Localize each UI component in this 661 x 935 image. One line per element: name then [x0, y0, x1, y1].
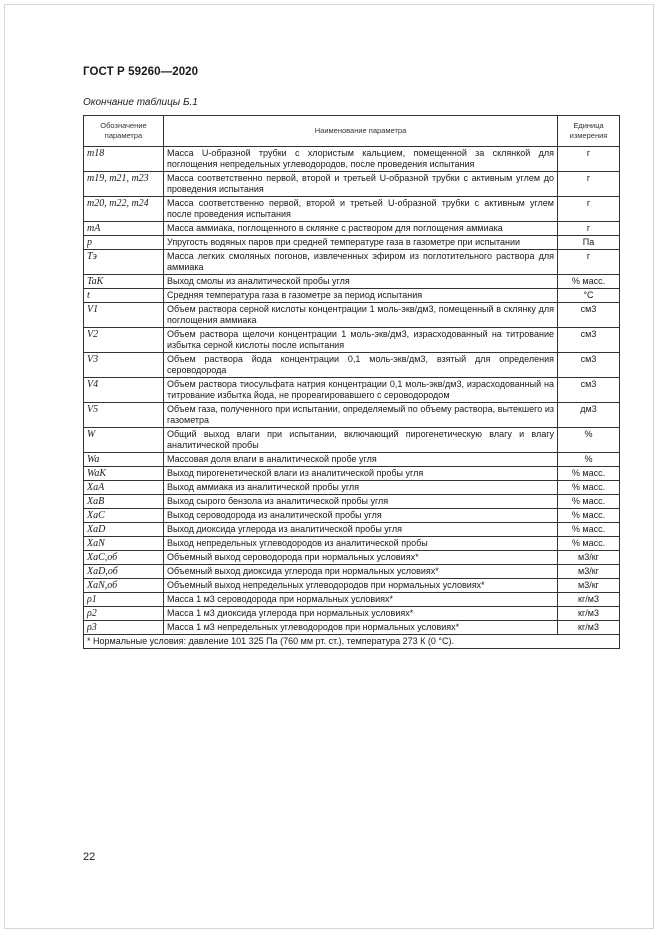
- parameter-name: Объемный выход непредельных углеводородов при нормальных условиях*: [164, 579, 558, 593]
- table-row: [84, 453, 620, 467]
- parameter-symbol: XaN: [84, 537, 164, 551]
- parameter-symbol: TaK: [84, 275, 164, 289]
- parameter-name: Выход смолы из аналитической пробы угля: [164, 275, 558, 289]
- parameter-name: Объем раствора щелочи концентрации 1 моль-экв/дм3, израсходованный на титрование избытка серной кислоты после испытания: [164, 328, 558, 353]
- parameter-unit: дм3: [558, 403, 620, 428]
- parameter-name: Объем раствора тиосульфата натрия концентрации 0,1 моль-экв/дм3, израсходованный на титрование избытка йода, не прореагировавшего с сероводородом: [164, 378, 558, 403]
- parameter-unit: % масс.: [558, 509, 620, 523]
- parameter-unit: г: [558, 147, 620, 172]
- parameter-name: Выход непредельных углеводородов из аналитической пробы: [164, 537, 558, 551]
- parameter-symbol: V5: [84, 403, 164, 428]
- parameter-unit: м3/кг: [558, 579, 620, 593]
- parameter-unit: см3: [558, 353, 620, 378]
- parameter-unit: г: [558, 197, 620, 222]
- parameter-unit: см3: [558, 328, 620, 353]
- parameter-symbol: t: [84, 289, 164, 303]
- parameter-name: Масса легких смоляных погонов, извлеченных эфиром из поглотительного раствора для аммиака: [164, 250, 558, 275]
- parameter-unit: см3: [558, 303, 620, 328]
- parameter-symbol: WaK: [84, 467, 164, 481]
- document-header: ГОСТ Р 59260—2020: [83, 66, 199, 78]
- column-header-name: Наименование параметра: [164, 116, 558, 147]
- table-row: [84, 523, 620, 537]
- parameter-unit: кг/м3: [558, 607, 620, 621]
- parameter-name: Выход сероводорода из аналитической пробы угля: [164, 509, 558, 523]
- parameter-symbol: V2: [84, 328, 164, 353]
- table-row: [84, 537, 620, 551]
- table-row: [84, 353, 620, 378]
- parameter-unit: м3/кг: [558, 565, 620, 579]
- parameter-unit: г: [558, 222, 620, 236]
- parameter-symbol: XaC,об: [84, 551, 164, 565]
- parameter-name: Упругость водяных паров при средней температуре газа в газометре при испытании: [164, 236, 558, 250]
- table-row: [84, 621, 620, 635]
- table-row: [84, 495, 620, 509]
- parameter-unit: % масс.: [558, 537, 620, 551]
- parameter-name: Общий выход влаги при испытании, включающий пирогенетическую влагу и влагу аналитической пробы: [164, 428, 558, 453]
- table-row: [84, 593, 620, 607]
- table-row: [84, 250, 620, 275]
- parameter-name: Выход сырого бензола из аналитической пробы угля: [164, 495, 558, 509]
- parameter-symbol: XaD,об: [84, 565, 164, 579]
- column-header-unit: Единица измерения: [558, 116, 620, 147]
- parameter-symbol: mA: [84, 222, 164, 236]
- parameters-table: [83, 115, 620, 649]
- table-row: [84, 579, 620, 593]
- parameter-name: Выход диоксида углерода из аналитической пробы угля: [164, 523, 558, 537]
- parameter-unit: % масс.: [558, 495, 620, 509]
- parameter-symbol: XaD: [84, 523, 164, 537]
- table-row: [84, 428, 620, 453]
- parameter-unit: Па: [558, 236, 620, 250]
- parameter-name: Масса 1 м3 непредельных углеводородов при нормальных условиях*: [164, 621, 558, 635]
- table-row: [84, 565, 620, 579]
- parameter-name: Средняя температура газа в газометре за период испытания: [164, 289, 558, 303]
- parameter-name: Масса 1 м3 сероводорода при нормальных условиях*: [164, 593, 558, 607]
- parameter-name: Объемный выход сероводорода при нормальных условиях*: [164, 551, 558, 565]
- table-footnote: * Нормальные условия: давление 101 325 Па (760 мм рт. ст.), температура 273 К (0 °С).: [84, 635, 620, 649]
- table-row: [84, 222, 620, 236]
- parameter-name: Объем газа, полученного при испытании, определяемый по объему раствора, вытекшего из газометра: [164, 403, 558, 428]
- table-row: [84, 551, 620, 565]
- parameter-symbol: V3: [84, 353, 164, 378]
- parameter-symbol: ρ3: [84, 621, 164, 635]
- parameter-symbol: m20, m22, m24: [84, 197, 164, 222]
- page-number: 22: [83, 851, 96, 863]
- document-page: [4, 4, 654, 929]
- parameter-symbol: XaC: [84, 509, 164, 523]
- table-header-row: [84, 116, 620, 147]
- parameter-unit: % масс.: [558, 481, 620, 495]
- parameter-symbol: XaA: [84, 481, 164, 495]
- table-row: [84, 509, 620, 523]
- parameter-name: Объем раствора йода концентрации 0,1 моль-экв/дм3, взятый для определения сероводорода: [164, 353, 558, 378]
- parameter-name: Массовая доля влаги в аналитической пробе угля: [164, 453, 558, 467]
- parameter-symbol: V1: [84, 303, 164, 328]
- table-row: [84, 481, 620, 495]
- parameter-name: Выход аммиака из аналитической пробы угля: [164, 481, 558, 495]
- parameter-unit: см3: [558, 378, 620, 403]
- parameter-symbol: XaB: [84, 495, 164, 509]
- table-row: [84, 303, 620, 328]
- parameter-name: Масса соответственно первой, второй и третьей U-образной трубки с активным углем после проведения испытания: [164, 197, 558, 222]
- parameter-unit: г: [558, 250, 620, 275]
- table-row: [84, 289, 620, 303]
- footnote-row: [84, 635, 620, 649]
- table-row: [84, 378, 620, 403]
- parameter-symbol: m18: [84, 147, 164, 172]
- column-header-symbol: Обозначение параметра: [84, 116, 164, 147]
- parameter-unit: г: [558, 172, 620, 197]
- parameter-unit: кг/м3: [558, 593, 620, 607]
- table-row: [84, 403, 620, 428]
- parameter-unit: м3/кг: [558, 551, 620, 565]
- parameter-name: Масса соответственно первой, второй и третьей U-образной трубки с активным углем до проведения испытания: [164, 172, 558, 197]
- parameter-symbol: p: [84, 236, 164, 250]
- parameter-name: Выход пирогенетической влаги из аналитической пробы угля: [164, 467, 558, 481]
- table-row: [84, 607, 620, 621]
- table-row: [84, 236, 620, 250]
- table-row: [84, 197, 620, 222]
- parameter-unit: % масс.: [558, 467, 620, 481]
- table-row: [84, 467, 620, 481]
- parameter-name: Объемный выход диоксида углерода при нормальных условиях*: [164, 565, 558, 579]
- parameter-symbol: XaN,об: [84, 579, 164, 593]
- table-row: [84, 147, 620, 172]
- parameter-symbol: W: [84, 428, 164, 453]
- parameter-symbol: m19, m21, m23: [84, 172, 164, 197]
- parameter-symbol: ρ2: [84, 607, 164, 621]
- table-row: [84, 172, 620, 197]
- parameter-name: Масса U-образной трубки с хлористым кальцием, помещенной за склянкой для поглощения непредельных углеводородов, после проведения испытания: [164, 147, 558, 172]
- table-caption: Окончание таблицы Б.1: [83, 97, 198, 108]
- parameter-name: Масса аммиака, поглощенного в склянке с раствором для поглощения аммиака: [164, 222, 558, 236]
- parameter-name: Масса 1 м3 диоксида углерода при нормальных условиях*: [164, 607, 558, 621]
- table-row: [84, 275, 620, 289]
- parameter-unit: % масс.: [558, 523, 620, 537]
- parameter-unit: %: [558, 453, 620, 467]
- parameter-unit: %: [558, 428, 620, 453]
- parameter-unit: °C: [558, 289, 620, 303]
- parameter-symbol: V4: [84, 378, 164, 403]
- parameter-unit: % масс.: [558, 275, 620, 289]
- parameter-symbol: Tэ: [84, 250, 164, 275]
- parameter-symbol: Wa: [84, 453, 164, 467]
- parameter-unit: кг/м3: [558, 621, 620, 635]
- parameter-name: Объем раствора серной кислоты концентрации 1 моль-экв/дм3, помещенный в склянку для поглощения аммиака: [164, 303, 558, 328]
- parameter-symbol: ρ1: [84, 593, 164, 607]
- table-row: [84, 328, 620, 353]
